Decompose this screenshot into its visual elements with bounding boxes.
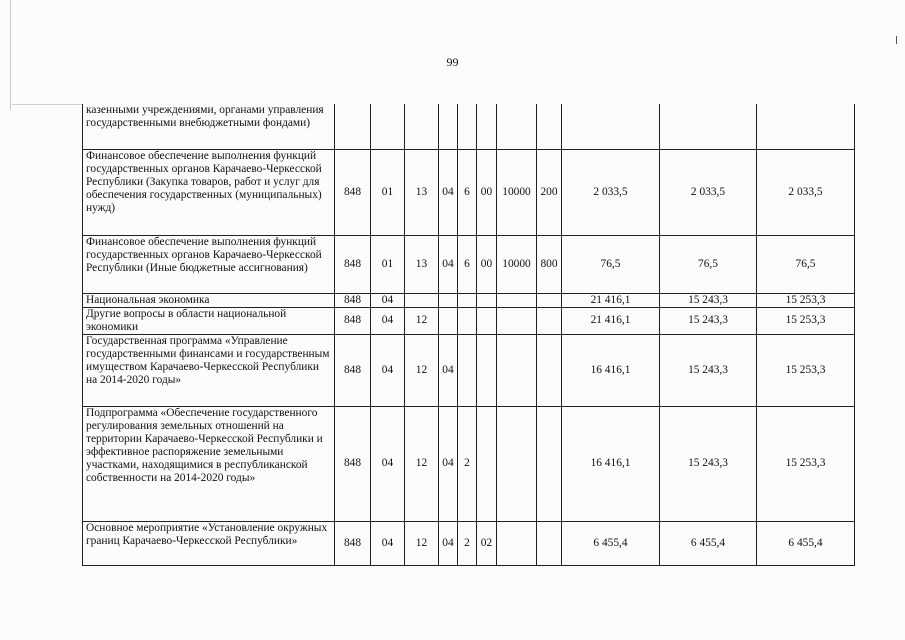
expense-type-code-cell: 200 <box>537 149 562 235</box>
expense-type-code-cell <box>537 293 562 307</box>
direction-code-cell <box>497 293 537 307</box>
amount-year-1-cell: 2 033,5 <box>562 149 660 235</box>
activity-code-cell <box>477 104 497 149</box>
amount-year-2-cell: 2 033,5 <box>660 149 757 235</box>
section-code-cell: 04 <box>371 406 405 521</box>
program-code-cell <box>439 293 458 307</box>
scan-mark <box>896 36 897 44</box>
amount-year-1-cell: 16 416,1 <box>562 406 660 521</box>
subprogram-code-cell: 2 <box>458 406 477 521</box>
amount-year-2-cell: 76,5 <box>660 235 757 293</box>
expense-type-code-cell: 800 <box>537 235 562 293</box>
row-name: казенными учреждениями, органами управления государственными внебюджетными фондами) <box>83 104 335 149</box>
table-row <box>83 521 855 565</box>
admin-code-cell: 848 <box>335 293 371 307</box>
amount-year-3-cell: 2 033,5 <box>757 149 855 235</box>
amount-year-3-cell: 6 455,4 <box>757 521 855 565</box>
subprogram-code-cell <box>458 334 477 406</box>
subsection-code-cell: 12 <box>405 307 439 334</box>
amount-year-3-cell <box>757 104 855 149</box>
table-row <box>83 334 855 406</box>
direction-code-cell <box>497 334 537 406</box>
admin-code-cell: 848 <box>335 406 371 521</box>
amount-year-3-cell: 15 253,3 <box>757 307 855 334</box>
table-row <box>83 149 855 235</box>
amount-year-1-cell: 16 416,1 <box>562 334 660 406</box>
row-name: Финансовое обеспечение выполнения функций государственных органов Карачаево-Черкесской Республики (Закупка товаров, работ и услуг для обеспечения государственных (муниципальных) нужд) <box>83 149 335 235</box>
subsection-code-cell: 12 <box>405 521 439 565</box>
subsection-code-cell <box>405 293 439 307</box>
amount-year-2-cell: 15 243,3 <box>660 406 757 521</box>
admin-code-cell: 848 <box>335 521 371 565</box>
admin-code-cell <box>335 104 371 149</box>
subprogram-code-cell <box>458 307 477 334</box>
direction-code-cell <box>497 307 537 334</box>
expense-type-code-cell <box>537 307 562 334</box>
section-code-cell: 04 <box>371 521 405 565</box>
amount-year-1-cell: 21 416,1 <box>562 307 660 334</box>
expense-type-code-cell <box>537 334 562 406</box>
program-code-cell <box>439 307 458 334</box>
amount-year-1-cell: 76,5 <box>562 235 660 293</box>
section-code-cell: 04 <box>371 293 405 307</box>
subprogram-code-cell <box>458 104 477 149</box>
activity-code-cell: 02 <box>477 521 497 565</box>
amount-year-2-cell <box>660 104 757 149</box>
budget-table-body <box>83 104 855 565</box>
program-code-cell <box>439 104 458 149</box>
subsection-code-cell <box>405 104 439 149</box>
subprogram-code-cell: 6 <box>458 149 477 235</box>
budget-table <box>82 104 855 566</box>
admin-code-cell: 848 <box>335 334 371 406</box>
amount-year-3-cell: 15 253,3 <box>757 334 855 406</box>
subsection-code-cell: 13 <box>405 235 439 293</box>
subsection-code-cell: 12 <box>405 406 439 521</box>
amount-year-2-cell: 6 455,4 <box>660 521 757 565</box>
table-row <box>83 307 855 334</box>
admin-code-cell: 848 <box>335 235 371 293</box>
activity-code-cell <box>477 293 497 307</box>
amount-year-1-cell: 21 416,1 <box>562 293 660 307</box>
page-number: 99 <box>446 55 459 69</box>
amount-year-1-cell <box>562 104 660 149</box>
amount-year-3-cell: 15 253,3 <box>757 406 855 521</box>
section-code-cell: 01 <box>371 149 405 235</box>
activity-code-cell <box>477 406 497 521</box>
expense-type-code-cell <box>537 104 562 149</box>
amount-year-2-cell: 15 243,3 <box>660 293 757 307</box>
activity-code-cell <box>477 307 497 334</box>
direction-code-cell <box>497 104 537 149</box>
amount-year-1-cell: 6 455,4 <box>562 521 660 565</box>
section-code-cell <box>371 104 405 149</box>
activity-code-cell: 00 <box>477 235 497 293</box>
program-code-cell: 04 <box>439 149 458 235</box>
admin-code-cell: 848 <box>335 149 371 235</box>
row-name: Другие вопросы в области национальной экономики <box>83 307 335 334</box>
row-name: Государственная программа «Управление государственными финансами и государственным имуществом Карачаево-Черкесской Республики на 2014-2020 годы» <box>83 334 335 406</box>
program-code-cell: 04 <box>439 235 458 293</box>
amount-year-3-cell: 76,5 <box>757 235 855 293</box>
activity-code-cell <box>477 334 497 406</box>
scan-edge-line <box>12 104 82 105</box>
section-code-cell: 04 <box>371 307 405 334</box>
activity-code-cell: 00 <box>477 149 497 235</box>
row-name: Национальная экономика <box>83 293 335 307</box>
admin-code-cell: 848 <box>335 307 371 334</box>
amount-year-3-cell: 15 253,3 <box>757 293 855 307</box>
table-row <box>83 293 855 307</box>
row-name: Основное мероприятие «Установление окружных границ Карачаево-Черкесской Республики» <box>83 521 335 565</box>
amount-year-2-cell: 15 243,3 <box>660 307 757 334</box>
section-code-cell: 01 <box>371 235 405 293</box>
program-code-cell: 04 <box>439 334 458 406</box>
expense-type-code-cell <box>537 521 562 565</box>
subsection-code-cell: 13 <box>405 149 439 235</box>
table-row <box>83 406 855 521</box>
subprogram-code-cell: 2 <box>458 521 477 565</box>
direction-code-cell: 10000 <box>497 235 537 293</box>
amount-year-2-cell: 15 243,3 <box>660 334 757 406</box>
section-code-cell: 04 <box>371 334 405 406</box>
subprogram-code-cell: 6 <box>458 235 477 293</box>
expense-type-code-cell <box>537 406 562 521</box>
subprogram-code-cell <box>458 293 477 307</box>
program-code-cell: 04 <box>439 521 458 565</box>
row-name: Финансовое обеспечение выполнения функций государственных органов Карачаево-Черкесской Республики (Иные бюджетные ассигнования) <box>83 235 335 293</box>
subsection-code-cell: 12 <box>405 334 439 406</box>
row-name: Подпрограмма «Обеспечение государственного регулирования земельных отношений на территории Карачаево-Черкесской Республики и эффективное распоряжение земельными участками, находящимися в республиканской собственности на 2014-2020 годы» <box>83 406 335 521</box>
direction-code-cell <box>497 521 537 565</box>
direction-code-cell: 10000 <box>497 149 537 235</box>
program-code-cell: 04 <box>439 406 458 521</box>
table-row <box>83 104 855 149</box>
table-row <box>83 235 855 293</box>
direction-code-cell <box>497 406 537 521</box>
